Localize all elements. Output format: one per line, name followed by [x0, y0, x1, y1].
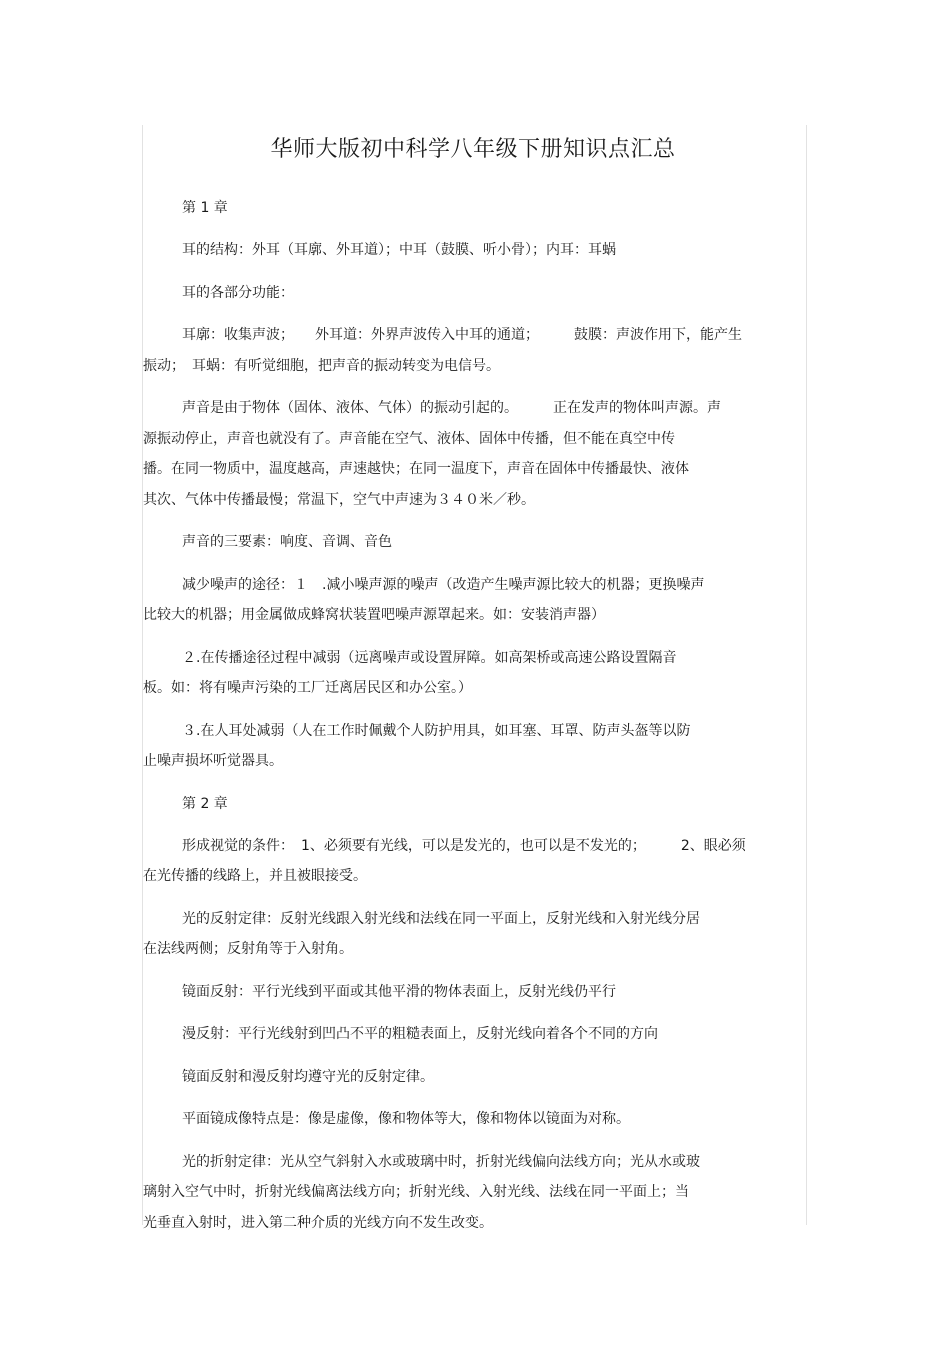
- text-line: 耳的结构：外耳（耳廓、外耳道）；中耳（鼓膜、听小骨）；内耳：耳蜗: [182, 242, 616, 258]
- paragraph: [143, 527, 803, 558]
- paragraph: [143, 716, 803, 777]
- paragraph: [143, 904, 803, 965]
- text-line: 漫反射：平行光线射到凹凸不平的粗糙表面上，反射光线向着各个不同的方向: [182, 1026, 658, 1042]
- text-line: 镜面反射和漫反射均遵守光的反射定律。: [182, 1068, 434, 1085]
- paragraph: [143, 1062, 803, 1093]
- text-line: 平面镜成像特点是：像是虚像，像和物体等大，像和物体以镜面为对称。: [182, 1111, 630, 1127]
- paragraph: [143, 977, 803, 1008]
- paragraph: [143, 393, 803, 515]
- document-title: 华师大版初中科学八年级下册知识点汇总: [270, 137, 676, 162]
- text-line: ２.在传播途径过程中减弱（远离噪声或设置屏障。如高架桥或高速公路设置隔音: [182, 649, 677, 666]
- text-line: 声音是由于物体（固体、液体、气体）的振动引起的。 正在发声的物体叫声源。声: [182, 400, 721, 416]
- text-line: 比较大的机器；用金属做成蜂窝状装置吧噪声源罩起来。如：安装消声器）: [143, 607, 605, 623]
- paragraph: [143, 320, 803, 381]
- text-line: 止噪声损坏听觉器具。: [143, 753, 283, 769]
- document-blocks: [143, 193, 803, 1238]
- text-line: ３.在人耳处减弱（人在工作时佩戴个人防护用具，如耳塞、耳罩、防声头盔等以防: [182, 722, 691, 739]
- paragraph: [143, 278, 803, 309]
- text-line: 光垂直入射时，进入第二种介质的光线方向不发生改变。: [143, 1214, 493, 1231]
- paragraph: [143, 570, 803, 631]
- text-line: 光的折射定律：光从空气斜射入水或玻璃中时，折射光线偏向法线方向；光从水或玻: [182, 1153, 700, 1170]
- chapter-heading: [143, 193, 803, 223]
- text-line: 板。如：将有噪声污染的工厂迁离居民区和办公室。）: [143, 680, 472, 696]
- paragraph: [143, 1147, 803, 1239]
- text-line: 在光传播的线路上，并且被眼接受。: [143, 868, 367, 884]
- page-border-right: [806, 125, 807, 1225]
- text-line: 第 2 章: [182, 795, 228, 812]
- document-body: [143, 133, 803, 1250]
- paragraph: [143, 1019, 803, 1050]
- chapter-heading: [143, 789, 803, 819]
- text-line: 璃射入空气中时，折射光线偏离法线方向；折射光线、入射光线、法线在同一平面上；当: [143, 1184, 689, 1200]
- text-line: 光的反射定律：反射光线跟入射光线和法线在同一平面上，反射光线和入射光线分居: [182, 910, 700, 927]
- text-line: 第 1 章: [182, 200, 228, 216]
- text-line: 耳的各部分功能：: [182, 284, 294, 301]
- text-line: 源振动停止，声音也就没有了。声音能在空气、液体、固体中传播，但不能在真空中传: [143, 430, 675, 447]
- paragraph: [143, 1104, 803, 1135]
- text-line: 声音的三要素：响度、音调、音色: [182, 534, 392, 550]
- paragraph: [143, 831, 803, 892]
- text-line: 其次、气体中传播最慢；常温下，空气中声速为３４０米／秒。: [143, 491, 535, 508]
- text-line: 在法线两侧；反射角等于入射角。: [143, 941, 353, 957]
- text-line: 振动； 耳蜗：有听觉细胞，把声音的振动转变为电信号。: [143, 357, 500, 374]
- text-line: 形成视觉的条件： 1、必须要有光线，可以是发光的，也可以是不发光的； 2、眼必须: [182, 837, 746, 854]
- text-line: 镜面反射：平行光线到平面或其他平滑的物体表面上，反射光线仍平行: [182, 983, 616, 1000]
- text-line: 耳廓：收集声波； 外耳道：外界声波传入中耳的通道； 鼓膜：声波作用下，能产生: [182, 327, 742, 343]
- paragraph: [143, 643, 803, 704]
- paragraph: [143, 235, 803, 266]
- text-line: 播。在同一物质中，温度越高，声速越快；在同一温度下，声音在固体中传播最快、液体: [143, 461, 689, 477]
- text-line: 减少噪声的途径：１ .减小噪声源的噪声（改造产生噪声源比较大的机器；更换噪声: [182, 576, 705, 593]
